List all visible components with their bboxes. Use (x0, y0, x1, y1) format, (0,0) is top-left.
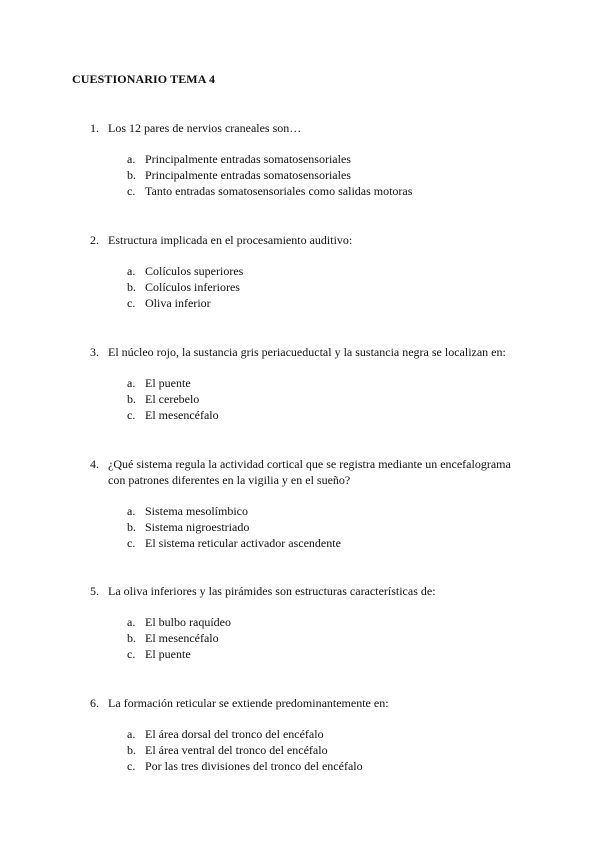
option-letter: a. (127, 615, 136, 629)
question-5 (0, 583, 600, 599)
option-item (0, 503, 600, 519)
question-text: Estructura implicada en el procesamiento auditivo: (108, 233, 353, 247)
option-letter: c. (127, 647, 136, 661)
option-text: El área dorsal del tronco del encéfalo (145, 727, 324, 741)
option-item (0, 183, 600, 199)
option-letter: c. (127, 759, 136, 773)
option-text: El cerebelo (145, 392, 200, 406)
option-letter: c. (127, 536, 136, 550)
option-text: El mesencéfalo (145, 408, 219, 422)
options-list-3 (0, 375, 600, 423)
option-item (0, 391, 600, 407)
option-letter: b. (127, 168, 136, 182)
option-letter: a. (127, 376, 136, 390)
question-2 (0, 232, 600, 248)
option-text: Sistema nigroestriado (145, 520, 250, 534)
option-item (0, 758, 600, 774)
option-text: Tanto entradas somatosensoriales como salidas motoras (145, 184, 413, 198)
question-number: 5. (90, 584, 99, 598)
option-item (0, 407, 600, 423)
option-item (0, 263, 600, 279)
option-item (0, 519, 600, 535)
option-text: Principalmente entradas somatosensoriales (145, 152, 351, 166)
options-list-5 (0, 614, 600, 662)
option-text: Sistema mesolímbico (145, 504, 248, 518)
question-6 (0, 695, 600, 711)
option-text: Principalmente entradas somatosensoriales (145, 168, 351, 182)
options-list-1 (0, 151, 600, 199)
option-letter: a. (127, 504, 136, 518)
option-text: Colículos superiores (145, 264, 244, 278)
option-text: El área ventral del tronco del encéfalo (145, 743, 328, 757)
option-item (0, 742, 600, 758)
question-number: 6. (90, 696, 99, 710)
option-letter: a. (127, 152, 136, 166)
option-text: El sistema reticular activador ascendente (145, 536, 341, 550)
option-letter: a. (127, 727, 136, 741)
options-list-2 (0, 263, 600, 311)
option-text: El bulbo raquídeo (145, 615, 231, 629)
option-item (0, 167, 600, 183)
option-item (0, 630, 600, 646)
question-1 (0, 120, 600, 136)
option-text: El mesencéfalo (145, 631, 219, 645)
option-letter: c. (127, 296, 136, 310)
option-letter: c. (127, 184, 136, 198)
question-number: 3. (90, 345, 99, 359)
option-text: Oliva inferior (145, 296, 211, 310)
option-item (0, 726, 600, 742)
question-text: La formación reticular se extiende predominantemente en: (108, 696, 389, 710)
option-item (0, 375, 600, 391)
option-item (0, 646, 600, 662)
option-text: Por las tres divisiones del tronco del encéfalo (145, 759, 363, 773)
option-letter: b. (127, 520, 136, 534)
option-text: El puente (145, 647, 191, 661)
question-number: 1. (90, 121, 99, 135)
page-title: CUESTIONARIO TEMA 4 (72, 72, 216, 86)
option-item (0, 614, 600, 630)
question-text: Los 12 pares de nervios craneales son… (108, 121, 302, 135)
option-letter: b. (127, 280, 136, 294)
option-item (0, 151, 600, 167)
option-text: El puente (145, 376, 191, 390)
option-text: Colículos inferiores (145, 280, 240, 294)
options-list-6 (0, 726, 600, 774)
option-item (0, 535, 600, 551)
question-number: 4. (90, 457, 99, 471)
question-3 (0, 344, 600, 360)
option-letter: b. (127, 392, 136, 406)
question-number: 2. (90, 233, 99, 247)
option-letter: c. (127, 408, 136, 422)
options-list-4 (0, 503, 600, 551)
option-item (0, 295, 600, 311)
question-text: El núcleo rojo, la sustancia gris periacueductal y la sustancia negra se localizan en: (108, 345, 506, 359)
question-text: ¿Qué sistema regula la actividad cortical que se registra mediante un encefalograma con patrones diferentes en la vigilia y en el sueño? (108, 457, 511, 487)
option-letter: b. (127, 631, 136, 645)
option-item (0, 279, 600, 295)
option-letter: a. (127, 264, 136, 278)
question-4 (0, 456, 600, 488)
question-text: La oliva inferiores y las pirámides son estructuras características de: (108, 584, 436, 598)
option-letter: b. (127, 743, 136, 757)
